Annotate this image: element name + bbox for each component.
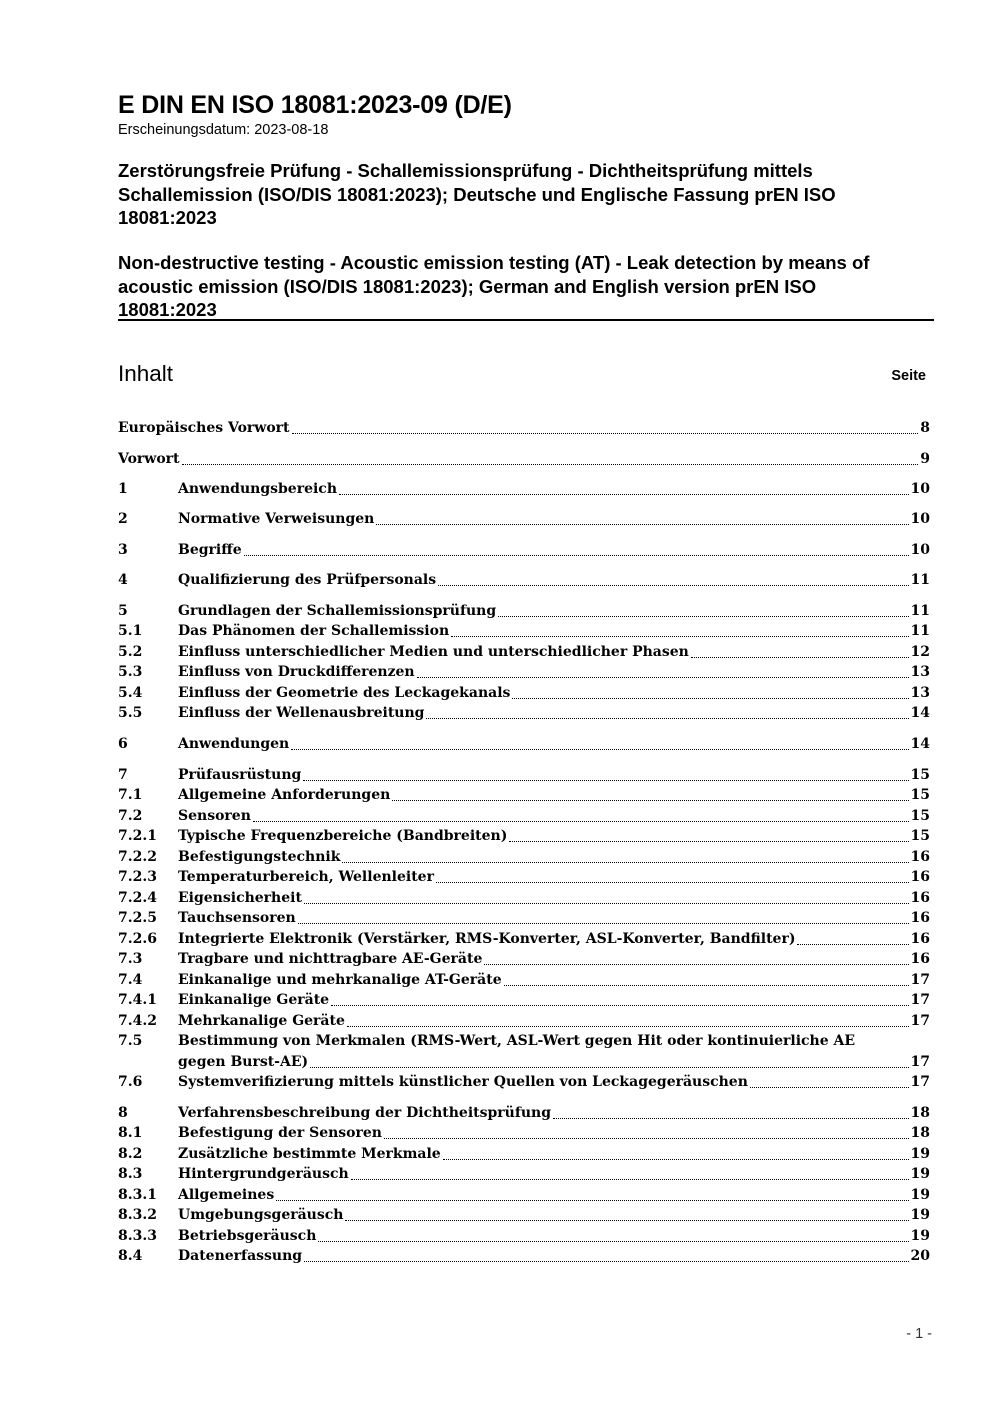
toc-entry[interactable] [118, 1205, 930, 1225]
toc-entry-page: 15 [910, 808, 930, 824]
toc-entry-title: Verfahrensbeschreibung der Dichtheitsprüfung [178, 1105, 552, 1121]
toc-entry-page: 16 [910, 951, 930, 967]
toc-leader-dots [750, 1072, 909, 1088]
toc-entry-title: Befestigung der Sensoren [178, 1125, 382, 1141]
toc-entry-page: 19 [910, 1146, 930, 1162]
toc-entry-number: 4 [118, 572, 128, 588]
toc-entry-number: 2 [118, 511, 128, 527]
toc-leader-dots [331, 990, 908, 1006]
toc-entry[interactable] [118, 734, 930, 754]
toc-leader-dots [253, 806, 909, 822]
toc-entry[interactable] [118, 449, 930, 469]
toc-entry-page: 14 [910, 705, 930, 721]
toc-entry-page: 16 [910, 849, 930, 865]
toc-entry-page: 20 [910, 1248, 930, 1264]
toc-entry-page: 13 [910, 685, 930, 701]
toc-entry[interactable] [118, 418, 930, 438]
toc-leader-dots [691, 642, 909, 658]
toc-entry-title: Zusätzliche bestimmte Merkmale [178, 1146, 441, 1162]
toc-entry[interactable] [118, 1246, 930, 1266]
toc-entry[interactable] [118, 642, 930, 662]
toc-entry-page: 16 [910, 890, 930, 906]
toc-entry[interactable] [118, 479, 930, 499]
toc-entry-number: 7.6 [118, 1074, 143, 1090]
toc-entry-number: 7.2.2 [118, 849, 157, 865]
toc-leader-dots [436, 867, 909, 883]
toc-entry-title: Grundlagen der Schallemissionsprüfung [178, 603, 497, 619]
toc-entry[interactable] [118, 683, 930, 703]
toc-entry-title: Eigensicherheit [178, 890, 302, 906]
toc-entry[interactable] [118, 1164, 930, 1184]
toc-entry-number: 7.2 [118, 808, 143, 824]
toc-entry-page: 15 [910, 787, 930, 803]
toc-page-column-label: Seite [891, 368, 926, 384]
toc-entry[interactable] [118, 509, 930, 529]
toc-entry[interactable] [118, 929, 930, 949]
toc-entry-title: Einfluss der Geometrie des Leckagekanals [178, 685, 511, 701]
toc-leader-dots [498, 601, 908, 617]
toc-entry-number: 8.2 [118, 1146, 143, 1162]
toc-entry-number: 8.3.1 [118, 1187, 157, 1203]
toc-entry-page: 18 [910, 1105, 930, 1121]
toc-entry-title: Allgemeines [178, 1187, 275, 1203]
toc-entry-title: Datenerfassung [178, 1248, 303, 1264]
toc-leader-dots [451, 621, 908, 637]
toc-heading: Inhalt [118, 361, 174, 386]
toc-entry-title: Prüfausrüstung [178, 767, 302, 783]
toc-entry[interactable] [118, 908, 930, 928]
toc-entry-number: 7 [118, 767, 128, 783]
toc-leader-dots [339, 479, 909, 495]
toc-entry-page: 10 [910, 542, 930, 558]
toc-leader-dots [797, 929, 908, 945]
toc-entry-number: 5.5 [118, 705, 143, 721]
toc-entry[interactable] [118, 990, 930, 1010]
toc-entry-number: 5.4 [118, 685, 143, 701]
toc-entry-title: Tragbare und nichttragbare AE-Geräte [178, 951, 483, 967]
toc-entry-title: Vorwort [118, 451, 180, 467]
toc-leader-dots [182, 449, 919, 465]
toc-entry-page: 19 [910, 1187, 930, 1203]
toc-entry-title: Anwendungsbereich [178, 481, 337, 497]
toc-entry-number: 8.3.2 [118, 1207, 157, 1223]
toc-leader-dots [376, 509, 908, 525]
toc-entry[interactable] [118, 888, 930, 908]
toc-leader-dots [512, 683, 908, 699]
toc-entry-number: 7.2.5 [118, 910, 157, 926]
toc-entry-number: 7.4.2 [118, 1013, 157, 1029]
toc-leader-dots [347, 1011, 909, 1027]
toc-leader-dots [304, 888, 909, 904]
toc-entry-number: 8.4 [118, 1248, 143, 1264]
toc-entry-page: 10 [910, 481, 930, 497]
toc-leader-dots [443, 1144, 909, 1160]
toc-entry-title: Mehrkanalige Geräte [178, 1013, 345, 1029]
toc-entry-page: 8 [920, 420, 930, 436]
toc-entry-title: Tauchsensoren [178, 910, 296, 926]
toc-entry-title: Temperaturbereich, Wellenleiter [178, 869, 434, 885]
publication-date: Erscheinungsdatum: 2023-08-18 [118, 122, 329, 138]
toc-entry-page: 16 [910, 910, 930, 926]
toc-entry[interactable] [118, 1072, 930, 1092]
toc-leader-dots [342, 847, 908, 863]
toc-entry[interactable] [118, 765, 930, 785]
toc-entry-number: 8 [118, 1105, 128, 1121]
toc-entry-page: 10 [910, 511, 930, 527]
toc-entry-title: Bestimmung von Merkmalen (RMS-Wert, ASL-Wert gegen Hit oder kontinuierliche AE [178, 1033, 856, 1049]
toc-entry[interactable] [118, 1103, 930, 1123]
toc-leader-dots [484, 949, 908, 965]
toc-entry-title: Begriffe [178, 542, 242, 558]
toc-leader-dots [438, 570, 908, 586]
toc-entry-page: 19 [910, 1228, 930, 1244]
toc-entry-number: 7.2.3 [118, 869, 157, 885]
toc-entry-title: Hintergrundgeräusch [178, 1166, 349, 1182]
toc-entry-page: 14 [910, 736, 930, 752]
toc-leader-dots [345, 1205, 908, 1221]
toc-entry-number: 7.5 [118, 1033, 143, 1049]
toc-entry-number: 7.2.6 [118, 931, 157, 947]
toc-entry-page: 15 [910, 828, 930, 844]
toc-leader-dots [303, 765, 908, 781]
toc-entry-title: Einkanalige Geräte [178, 992, 330, 1008]
document-id: E DIN EN ISO 18081:2023-09 (D/E) [118, 91, 512, 119]
toc-entry-page: 19 [910, 1207, 930, 1223]
toc-entry-number: 7.2.1 [118, 828, 157, 844]
toc-entry-number: 7.3 [118, 951, 143, 967]
toc-entry-number: 7.4.1 [118, 992, 157, 1008]
toc-entry-title: Europäisches Vorwort [118, 420, 290, 436]
toc-entry-page: 17 [910, 972, 930, 988]
toc-leader-dots [417, 662, 909, 678]
toc-entry-page: 17 [910, 1074, 930, 1090]
toc-entry-title: Qualifizierung des Prüfpersonals [178, 572, 437, 588]
toc-entry[interactable] [118, 949, 930, 969]
toc-entry-title: Sensoren [178, 808, 251, 824]
toc-entry-page: 16 [910, 869, 930, 885]
toc-entry-page: 17 [910, 992, 930, 1008]
toc-entry[interactable] [118, 826, 930, 846]
toc-leader-dots [276, 1185, 908, 1201]
toc-entry-title: Betriebsgeräusch [178, 1228, 317, 1244]
toc-entry[interactable] [118, 806, 930, 826]
toc-leader-dots [504, 970, 909, 986]
toc-entry[interactable] [118, 1185, 930, 1205]
toc-entry[interactable] [118, 1011, 930, 1031]
toc-entry-number: 5 [118, 603, 128, 619]
toc-entry-number: 7.1 [118, 787, 143, 803]
toc-leader-dots [292, 418, 919, 434]
toc-entry-number: 5.1 [118, 623, 143, 639]
toc-entry-number: 5.2 [118, 644, 143, 660]
toc-entry-title: Normative Verweisungen [178, 511, 375, 527]
toc-entry-title: Einfluss von Druckdifferenzen [178, 664, 415, 680]
toc-entry[interactable] [118, 785, 930, 805]
toc-leader-dots [291, 734, 908, 750]
toc-entry-title: Typische Frequenzbereiche (Bandbreiten) [178, 828, 508, 844]
toc-entry-title: Das Phänomen der Schallemission [178, 623, 450, 639]
toc-entry-title: Einfluss der Wellenausbreitung [178, 705, 425, 721]
toc-leader-dots [351, 1164, 909, 1180]
toc-entry[interactable] [118, 662, 930, 682]
toc-entry-title: Anwendungen [178, 736, 290, 752]
toc-entry[interactable] [118, 601, 930, 621]
toc-entry-page: 16 [910, 931, 930, 947]
toc-entry-page: 9 [920, 451, 930, 467]
toc-entry-title: Allgemeine Anforderungen [178, 787, 391, 803]
toc-leader-dots [426, 703, 908, 719]
toc-entry-number: 8.3.3 [118, 1228, 157, 1244]
toc-leader-dots [304, 1246, 908, 1262]
toc-entry-title: Umgebungsgeräusch [178, 1207, 344, 1223]
toc-entry[interactable] [118, 540, 930, 560]
toc-entry[interactable] [118, 621, 930, 641]
toc-entry-title: Befestigungstechnik [178, 849, 341, 865]
toc-entry-number: 1 [118, 481, 128, 497]
toc-entry-number: 5.3 [118, 664, 143, 680]
toc-entry[interactable] [118, 570, 930, 590]
toc-entry-title: Integrierte Elektronik (Verstärker, RMS-Konverter, ASL-Konverter, Bandfilter) [178, 931, 796, 947]
toc-entry-page: 17 [910, 1013, 930, 1029]
toc-entry-number: 6 [118, 736, 128, 752]
toc-entry-number: 8.3 [118, 1166, 143, 1182]
toc-entry-number: 7.4 [118, 972, 143, 988]
toc-entry-page: 15 [910, 767, 930, 783]
toc-leader-dots [509, 826, 908, 842]
toc-entry[interactable] [118, 1144, 930, 1164]
toc-leader-dots [318, 1226, 908, 1242]
title-english: Non-destructive testing - Acoustic emission testing (AT) - Leak detection by means of acoustic emission (ISO/DIS 18081:2023); German and English version prEN ISO 18081:2023 [118, 252, 870, 320]
toc-entry-number: 7.2.4 [118, 890, 157, 906]
toc-leader-dots [310, 1052, 908, 1068]
toc-entry-title: Einkanalige und mehrkanalige AT-Geräte [178, 972, 502, 988]
page-number: - 1 - [906, 1326, 932, 1342]
toc-entry[interactable] [118, 1031, 930, 1072]
toc-entry-title: Einfluss unterschiedlicher Medien und unterschiedlicher Phasen [178, 644, 689, 660]
title-german: Zerstörungsfreie Prüfung - Schallemissionsprüfung - Dichtheitsprüfung mittels Schallemission (ISO/DIS 18081:2023); Deutsche und Englische Fassung prEN ISO 18081:2023 [118, 160, 836, 228]
toc-leader-dots [553, 1103, 909, 1119]
toc-entry[interactable] [118, 847, 930, 867]
toc-entry-page: 17 [910, 1054, 930, 1070]
toc-entry-number: 3 [118, 542, 128, 558]
toc-entry-page: 11 [910, 603, 930, 619]
toc-entry[interactable] [118, 703, 930, 723]
toc-entry[interactable] [118, 1226, 930, 1246]
toc-entry-title-continued: gegen Burst-AE) [178, 1054, 309, 1070]
toc-entry-page: 11 [910, 623, 930, 639]
toc-entry-title: Systemverifizierung mittels künstlicher Quellen von Leckagegeräuschen [178, 1074, 748, 1090]
toc-entry-page: 12 [910, 644, 930, 660]
toc-leader-dots [384, 1123, 909, 1139]
toc-entry-page: 13 [910, 664, 930, 680]
toc-entry-number: 8.1 [118, 1125, 143, 1141]
toc-entry-page: 11 [910, 572, 930, 588]
toc-entry-page: 19 [910, 1166, 930, 1182]
toc-entry[interactable] [118, 1123, 930, 1143]
toc-entry[interactable] [118, 970, 930, 990]
toc-entry[interactable] [118, 867, 930, 887]
toc-entry-page: 18 [910, 1125, 930, 1141]
toc-leader-dots [298, 908, 909, 924]
toc-leader-dots [244, 540, 909, 556]
toc-leader-dots [392, 785, 908, 801]
